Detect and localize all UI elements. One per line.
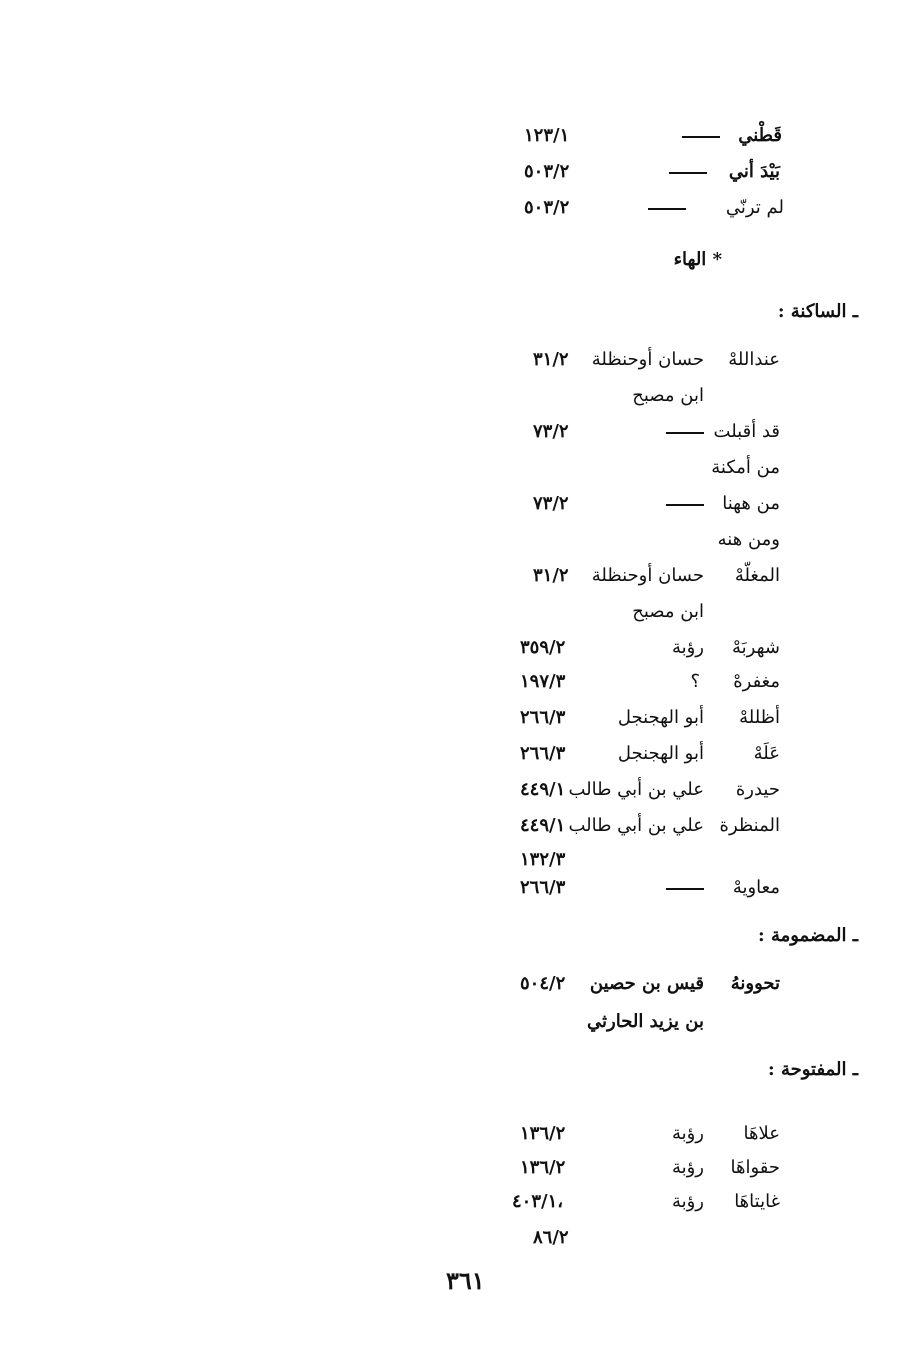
entry-ref: ٧٣/٢ [533,493,569,514]
page-number: ٣٦١ [446,1266,485,1295]
dash-placeholder [666,504,704,506]
subsection-heading: ـ المفتوحة : [768,1059,858,1080]
entry-word: المنظرة [719,815,780,836]
entry-poet: رؤبة [671,1191,704,1212]
entry-poet: قيس بن حصين [589,973,704,994]
entry-poet: ابن مصبح [632,601,704,622]
entry-poet: أبو الهجنجل [617,707,704,728]
entry-ref: ١٩٧/٣ [520,671,566,692]
dash-placeholder [648,208,686,210]
entry-ref: ٥٠٤/٢ [520,973,566,994]
entry-ref: ٢٦٦/٣ [520,707,566,728]
entry-ref: ٢٦٦/٣ [520,877,566,898]
dash-placeholder [682,136,720,138]
entry-ref: ٥٠٣/٢ [524,161,570,182]
entry-ref: ٤٤٩/١ [520,779,566,800]
entry-poet: بن يزيد الحارثي [587,1011,704,1032]
entry-ref: ٣١/٢ [533,349,569,370]
entry-word: عنداللهْ [728,349,780,370]
entry-ref: ٤٤٩/١ [520,815,566,836]
entry-poet: حسان أوحنظلة [591,565,704,586]
dash-placeholder [669,172,707,174]
entry-ref: ٧٣/٢ [533,421,569,442]
entry-ref: ١٢٣/١ [524,125,570,146]
entry-word: من ههنا [722,493,780,514]
entry-ref: ٤٠٣/١، [512,1191,564,1212]
entry-poet: علي بن أبي طالب [568,815,704,836]
entry-ref: ١٣٢/٣ [520,849,566,870]
entry-word: مغفرهْ [733,671,780,692]
dash-placeholder [666,888,704,890]
entry-ref: ٥٠٣/٢ [524,197,570,218]
entry-word: تحوونهُ [730,973,780,994]
entry-poet: ؟ [690,671,700,692]
entry-ref: ٨٦/٢ [533,1227,569,1248]
entry-word: معاويهْ [732,877,780,898]
entry-word: قد أقبلت [713,421,780,442]
entry-poet: رؤبة [671,1123,704,1144]
entry-word: عَلَهْ [753,743,780,764]
entry-word: حقواهَا [730,1157,780,1178]
entry-word: علاهَا [743,1123,780,1144]
entry-word: قَطْني [738,125,782,146]
entry-ref: ٣١/٢ [533,565,569,586]
entry-ref: ١٣٦/٢ [520,1123,566,1144]
entry-word: غايتاهَا [734,1191,780,1212]
entry-word: بَيْدَ أني [728,161,780,182]
entry-poet: رؤبة [671,637,704,658]
section-heading: * الهاء [673,249,722,270]
dash-placeholder [666,432,704,434]
entry-word: ومن هنه [717,529,780,550]
entry-word: أظللهْ [739,707,780,728]
entry-poet: رؤبة [671,1157,704,1178]
entry-word: لم ترنّي [725,197,784,218]
entry-word: شهربَهْ [732,637,780,658]
subsection-heading: ـ الساكنة : [777,301,858,322]
entry-ref: ٢٦٦/٣ [520,743,566,764]
entry-poet: أبو الهجنجل [617,743,704,764]
entry-word: المغلّهْ [734,565,780,586]
entry-poet: ابن مصبح [632,385,704,406]
entry-poet: علي بن أبي طالب [568,779,704,800]
entry-word: حيدرة [735,779,780,800]
entry-word: من أمكنة [711,457,780,478]
entry-ref: ١٣٦/٢ [520,1157,566,1178]
entry-poet: حسان أوحنظلة [591,349,704,370]
subsection-heading: ـ المضمومة : [758,925,858,946]
entry-ref: ٣٥٩/٢ [520,637,566,658]
